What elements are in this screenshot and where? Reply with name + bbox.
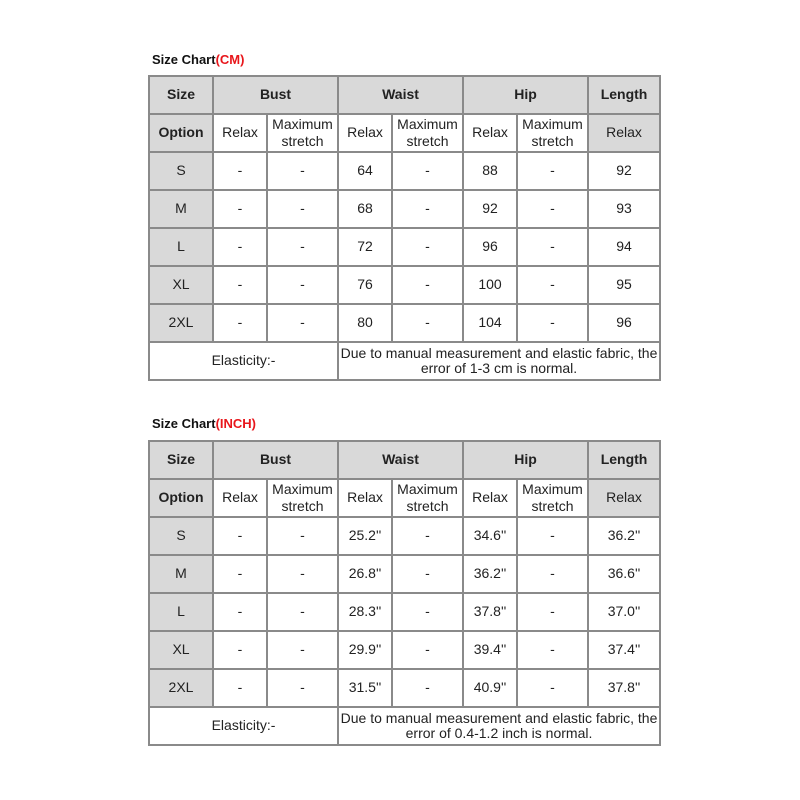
table-cell: 68 [338, 190, 392, 228]
size-label: S [149, 152, 213, 190]
chart-title-text: Size Chart [152, 52, 216, 67]
table-cell: - [392, 228, 463, 266]
table-cell: 29.9'' [338, 631, 392, 669]
table-row [149, 304, 660, 342]
header-relax: Relax [338, 479, 392, 517]
size-label: 2XL [149, 304, 213, 342]
measurement-note: Due to manual measurement and elastic fabric, the error of 0.4-1.2 inch is normal. [338, 707, 660, 745]
size-label: M [149, 190, 213, 228]
size-chart-table [148, 440, 661, 746]
table-cell: - [517, 631, 588, 669]
table-cell: - [267, 152, 338, 190]
table-cell: - [392, 190, 463, 228]
size-label: XL [149, 631, 213, 669]
table-cell: 36.2'' [463, 555, 517, 593]
header-relax: Relax [213, 114, 267, 152]
chart-title [152, 52, 244, 67]
table-cell: - [392, 555, 463, 593]
table-cell: - [392, 152, 463, 190]
table-cell: - [517, 152, 588, 190]
table-cell: 36.6'' [588, 555, 660, 593]
table-row [149, 593, 660, 631]
chart-title-unit: (INCH) [215, 416, 257, 431]
table-cell: - [213, 517, 267, 555]
table-cell: - [213, 555, 267, 593]
header-maximum-stretch: Maximum stretch [392, 479, 463, 517]
table-cell: - [267, 631, 338, 669]
table-cell: - [213, 304, 267, 342]
table-cell: - [213, 228, 267, 266]
header-relax: Relax [463, 114, 517, 152]
header-group-bust: Bust [213, 441, 338, 479]
header-relax: Relax [338, 114, 392, 152]
header-size: Size [149, 76, 213, 114]
table-cell: 96 [588, 304, 660, 342]
chart-title [152, 416, 256, 431]
table-cell: - [392, 517, 463, 555]
footer-row [149, 707, 660, 745]
header-group-length: Length [588, 76, 660, 114]
header-row-groups [149, 76, 660, 114]
header-row-sub [149, 479, 660, 517]
size-label: L [149, 593, 213, 631]
header-maximum-stretch: Maximum stretch [517, 479, 588, 517]
table-row [149, 228, 660, 266]
table-cell: 34.6'' [463, 517, 517, 555]
header-group-hip: Hip [463, 441, 588, 479]
table-cell: 64 [338, 152, 392, 190]
table-cell: - [213, 593, 267, 631]
header-relax: Relax [588, 114, 660, 152]
header-group-waist: Waist [338, 441, 463, 479]
table-cell: - [517, 555, 588, 593]
size-label: M [149, 555, 213, 593]
table-cell: 94 [588, 228, 660, 266]
table-cell: - [517, 190, 588, 228]
header-option: Option [149, 479, 213, 517]
table-cell: 28.3'' [338, 593, 392, 631]
header-maximum-stretch: Maximum stretch [517, 114, 588, 152]
table-cell: 104 [463, 304, 517, 342]
table-cell: 25.2'' [338, 517, 392, 555]
table-cell: - [213, 669, 267, 707]
table-cell: - [213, 631, 267, 669]
table-cell: 93 [588, 190, 660, 228]
header-relax: Relax [213, 479, 267, 517]
measurement-note: Due to manual measurement and elastic fabric, the error of 1-3 cm is normal. [338, 342, 660, 380]
chart-title-unit: (CM) [215, 52, 245, 67]
table-row [149, 266, 660, 304]
table-cell: - [267, 517, 338, 555]
table-cell: 72 [338, 228, 392, 266]
elasticity-label: Elasticity:- [149, 707, 338, 745]
table-cell: 96 [463, 228, 517, 266]
table-cell: - [213, 266, 267, 304]
table-row [149, 152, 660, 190]
header-maximum-stretch: Maximum stretch [392, 114, 463, 152]
table-cell: 37.8'' [463, 593, 517, 631]
header-group-length: Length [588, 441, 660, 479]
header-row-groups [149, 441, 660, 479]
table-cell: - [392, 304, 463, 342]
header-maximum-stretch: Maximum stretch [267, 479, 338, 517]
table-cell: - [392, 631, 463, 669]
size-label: 2XL [149, 669, 213, 707]
table-cell: - [267, 593, 338, 631]
table-row [149, 517, 660, 555]
table-row [149, 631, 660, 669]
table-cell: - [392, 266, 463, 304]
table-cell: 76 [338, 266, 392, 304]
table-cell: - [267, 266, 338, 304]
table-cell: 36.2'' [588, 517, 660, 555]
table-cell: - [517, 593, 588, 631]
table-cell: 26.8'' [338, 555, 392, 593]
table-row [149, 190, 660, 228]
size-label: S [149, 517, 213, 555]
table-cell: - [213, 152, 267, 190]
table-cell: 92 [588, 152, 660, 190]
table-cell: 37.0'' [588, 593, 660, 631]
size-label: L [149, 228, 213, 266]
table-cell: - [267, 190, 338, 228]
size-label: XL [149, 266, 213, 304]
table-cell: 37.8'' [588, 669, 660, 707]
table-cell: - [517, 228, 588, 266]
header-relax: Relax [463, 479, 517, 517]
header-row-sub [149, 114, 660, 152]
table-row [149, 669, 660, 707]
header-group-hip: Hip [463, 76, 588, 114]
table-cell: - [392, 669, 463, 707]
table-cell: - [517, 517, 588, 555]
table-cell: - [267, 304, 338, 342]
header-size: Size [149, 441, 213, 479]
header-option: Option [149, 114, 213, 152]
chart-title-text: Size Chart [152, 416, 216, 431]
table-cell: 31.5'' [338, 669, 392, 707]
table-cell: 39.4'' [463, 631, 517, 669]
table-cell: 88 [463, 152, 517, 190]
table-cell: 100 [463, 266, 517, 304]
table-cell: - [267, 669, 338, 707]
header-relax: Relax [588, 479, 660, 517]
size-chart-table [148, 75, 661, 381]
table-cell: 37.4'' [588, 631, 660, 669]
table-cell: - [517, 669, 588, 707]
elasticity-label: Elasticity:- [149, 342, 338, 380]
footer-row [149, 342, 660, 380]
header-group-bust: Bust [213, 76, 338, 114]
table-cell: - [517, 266, 588, 304]
table-cell: - [517, 304, 588, 342]
table-row [149, 555, 660, 593]
table-cell: 95 [588, 266, 660, 304]
table-cell: - [267, 555, 338, 593]
table-cell: 92 [463, 190, 517, 228]
table-cell: - [267, 228, 338, 266]
table-cell: 80 [338, 304, 392, 342]
table-cell: 40.9'' [463, 669, 517, 707]
header-maximum-stretch: Maximum stretch [267, 114, 338, 152]
table-cell: - [213, 190, 267, 228]
header-group-waist: Waist [338, 76, 463, 114]
table-cell: - [392, 593, 463, 631]
